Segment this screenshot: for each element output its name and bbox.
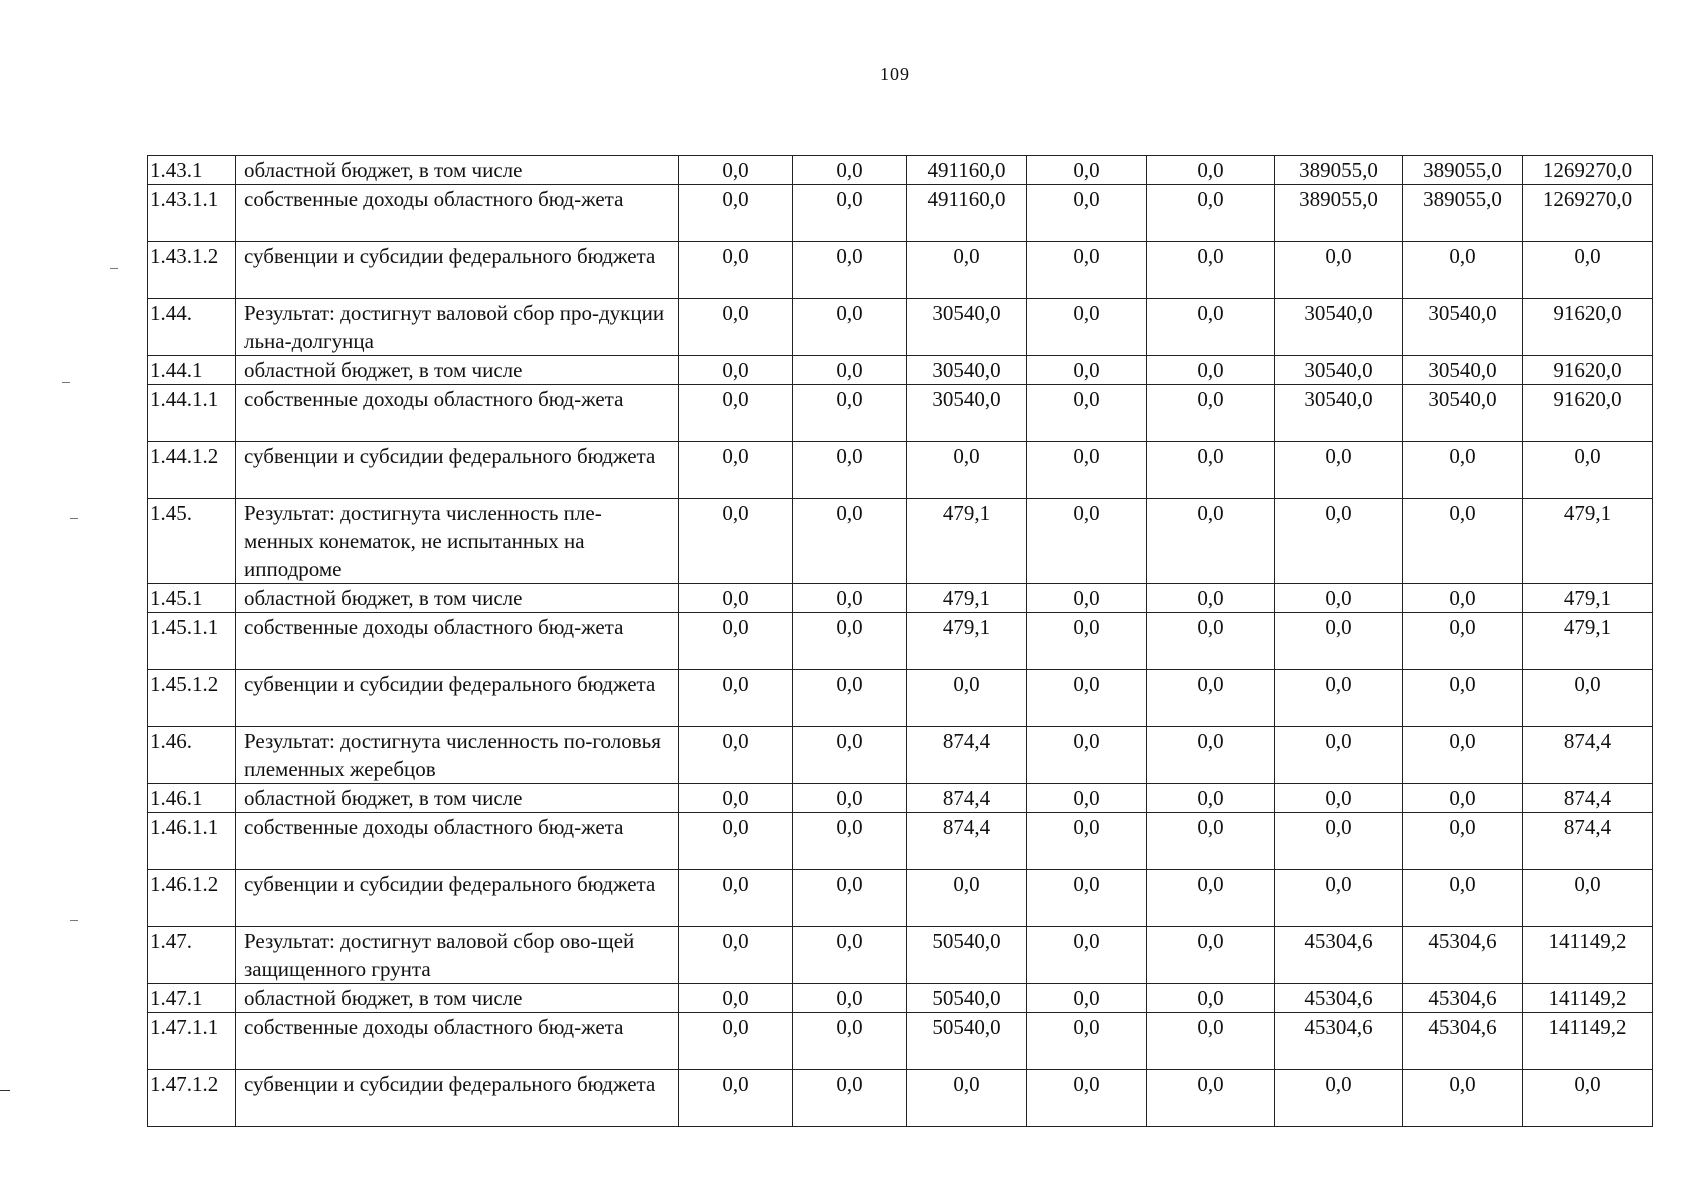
value-cell-1: 0,0 [679, 1013, 793, 1070]
page-number: 109 [880, 64, 910, 84]
value-cell-3: 479,1 [907, 613, 1027, 670]
table-row [148, 299, 1653, 356]
value-cell-3: 0,0 [907, 1070, 1027, 1127]
table-row [148, 813, 1653, 870]
value-cell-3: 874,4 [907, 727, 1027, 784]
table-row [148, 613, 1653, 670]
value-cell-6: 0,0 [1275, 1070, 1403, 1127]
value-cell-5: 0,0 [1147, 927, 1275, 984]
row-code: 1.47.1 [148, 984, 236, 1013]
value-cell-8: 91620,0 [1523, 299, 1653, 356]
value-cell-7: 30540,0 [1403, 385, 1523, 442]
value-cell-8: 0,0 [1523, 242, 1653, 299]
value-cell-8: 1269270,0 [1523, 185, 1653, 242]
value-cell-6: 0,0 [1275, 584, 1403, 613]
value-cell-2: 0,0 [793, 584, 907, 613]
value-cell-6: 0,0 [1275, 613, 1403, 670]
value-cell-4: 0,0 [1027, 984, 1147, 1013]
row-name: субвенции и субсидии федерального бюджета [236, 670, 679, 727]
value-cell-4: 0,0 [1027, 584, 1147, 613]
value-cell-2: 0,0 [793, 784, 907, 813]
value-cell-5: 0,0 [1147, 442, 1275, 499]
value-cell-5: 0,0 [1147, 156, 1275, 185]
value-cell-7: 0,0 [1403, 670, 1523, 727]
value-cell-4: 0,0 [1027, 927, 1147, 984]
row-code: 1.45. [148, 499, 236, 584]
value-cell-1: 0,0 [679, 927, 793, 984]
value-cell-7: 389055,0 [1403, 185, 1523, 242]
value-cell-7: 0,0 [1403, 813, 1523, 870]
value-cell-3: 491160,0 [907, 156, 1027, 185]
value-cell-1: 0,0 [679, 784, 793, 813]
value-cell-1: 0,0 [679, 385, 793, 442]
value-cell-4: 0,0 [1027, 385, 1147, 442]
row-code: 1.47.1.2 [148, 1070, 236, 1127]
row-code: 1.44. [148, 299, 236, 356]
value-cell-7: 0,0 [1403, 499, 1523, 584]
row-code: 1.45.1.2 [148, 670, 236, 727]
row-name: собственные доходы областного бюд-жета [236, 813, 679, 870]
value-cell-4: 0,0 [1027, 1013, 1147, 1070]
value-cell-7: 45304,6 [1403, 1013, 1523, 1070]
value-cell-5: 0,0 [1147, 984, 1275, 1013]
value-cell-2: 0,0 [793, 1070, 907, 1127]
value-cell-8: 0,0 [1523, 1070, 1653, 1127]
value-cell-5: 0,0 [1147, 813, 1275, 870]
row-code: 1.44.1.2 [148, 442, 236, 499]
value-cell-5: 0,0 [1147, 1070, 1275, 1127]
value-cell-3: 0,0 [907, 242, 1027, 299]
value-cell-6: 0,0 [1275, 670, 1403, 727]
value-cell-8: 479,1 [1523, 584, 1653, 613]
row-code: 1.46. [148, 727, 236, 784]
value-cell-1: 0,0 [679, 442, 793, 499]
value-cell-8: 874,4 [1523, 813, 1653, 870]
value-cell-5: 0,0 [1147, 670, 1275, 727]
row-code: 1.47. [148, 927, 236, 984]
value-cell-3: 30540,0 [907, 356, 1027, 385]
row-name: субвенции и субсидии федерального бюджета [236, 442, 679, 499]
value-cell-8: 0,0 [1523, 870, 1653, 927]
value-cell-3: 0,0 [907, 442, 1027, 499]
value-cell-8: 874,4 [1523, 727, 1653, 784]
value-cell-2: 0,0 [793, 242, 907, 299]
value-cell-5: 0,0 [1147, 185, 1275, 242]
row-name: собственные доходы областного бюд-жета [236, 385, 679, 442]
value-cell-4: 0,0 [1027, 499, 1147, 584]
value-cell-1: 0,0 [679, 813, 793, 870]
row-code: 1.43.1.1 [148, 185, 236, 242]
row-code: 1.45.1.1 [148, 613, 236, 670]
row-code: 1.44.1 [148, 356, 236, 385]
value-cell-7: 0,0 [1403, 727, 1523, 784]
value-cell-2: 0,0 [793, 727, 907, 784]
value-cell-6: 0,0 [1275, 442, 1403, 499]
row-name: собственные доходы областного бюд-жета [236, 1013, 679, 1070]
row-name: Результат: достигнута численность по-головья племенных жеребцов [236, 727, 679, 784]
value-cell-1: 0,0 [679, 613, 793, 670]
value-cell-3: 50540,0 [907, 927, 1027, 984]
table-row [148, 499, 1653, 584]
value-cell-4: 0,0 [1027, 1070, 1147, 1127]
value-cell-3: 874,4 [907, 784, 1027, 813]
value-cell-3: 479,1 [907, 584, 1027, 613]
table-row [148, 1013, 1653, 1070]
row-name: областной бюджет, в том числе [236, 584, 679, 613]
value-cell-2: 0,0 [793, 385, 907, 442]
value-cell-6: 389055,0 [1275, 185, 1403, 242]
value-cell-5: 0,0 [1147, 613, 1275, 670]
value-cell-4: 0,0 [1027, 670, 1147, 727]
value-cell-2: 0,0 [793, 499, 907, 584]
row-code: 1.43.1 [148, 156, 236, 185]
row-name: собственные доходы областного бюд-жета [236, 185, 679, 242]
row-code: 1.45.1 [148, 584, 236, 613]
value-cell-5: 0,0 [1147, 1013, 1275, 1070]
row-name: субвенции и субсидии федерального бюджета [236, 870, 679, 927]
margin-mark [110, 268, 118, 269]
table-row [148, 156, 1653, 185]
value-cell-5: 0,0 [1147, 356, 1275, 385]
table-row [148, 242, 1653, 299]
value-cell-3: 491160,0 [907, 185, 1027, 242]
table-row [148, 385, 1653, 442]
value-cell-8: 479,1 [1523, 613, 1653, 670]
row-code: 1.47.1.1 [148, 1013, 236, 1070]
value-cell-5: 0,0 [1147, 499, 1275, 584]
value-cell-1: 0,0 [679, 499, 793, 584]
value-cell-2: 0,0 [793, 299, 907, 356]
value-cell-5: 0,0 [1147, 299, 1275, 356]
value-cell-2: 0,0 [793, 984, 907, 1013]
table-row [148, 870, 1653, 927]
value-cell-4: 0,0 [1027, 156, 1147, 185]
row-name: субвенции и субсидии федерального бюджета [236, 1070, 679, 1127]
value-cell-7: 0,0 [1403, 784, 1523, 813]
value-cell-4: 0,0 [1027, 613, 1147, 670]
margin-mark [70, 518, 78, 519]
value-cell-3: 479,1 [907, 499, 1027, 584]
value-cell-6: 0,0 [1275, 242, 1403, 299]
margin-mark [70, 920, 78, 921]
value-cell-7: 0,0 [1403, 442, 1523, 499]
value-cell-2: 0,0 [793, 813, 907, 870]
value-cell-6: 45304,6 [1275, 984, 1403, 1013]
value-cell-4: 0,0 [1027, 442, 1147, 499]
row-code: 1.44.1.1 [148, 385, 236, 442]
margin-mark [62, 382, 70, 383]
value-cell-3: 30540,0 [907, 299, 1027, 356]
value-cell-6: 30540,0 [1275, 356, 1403, 385]
value-cell-1: 0,0 [679, 727, 793, 784]
value-cell-5: 0,0 [1147, 727, 1275, 784]
value-cell-1: 0,0 [679, 242, 793, 299]
value-cell-1: 0,0 [679, 870, 793, 927]
value-cell-1: 0,0 [679, 670, 793, 727]
value-cell-1: 0,0 [679, 185, 793, 242]
value-cell-2: 0,0 [793, 185, 907, 242]
value-cell-2: 0,0 [793, 356, 907, 385]
value-cell-6: 0,0 [1275, 727, 1403, 784]
value-cell-6: 30540,0 [1275, 385, 1403, 442]
value-cell-4: 0,0 [1027, 727, 1147, 784]
value-cell-1: 0,0 [679, 1070, 793, 1127]
value-cell-4: 0,0 [1027, 813, 1147, 870]
value-cell-5: 0,0 [1147, 385, 1275, 442]
table-row [148, 784, 1653, 813]
value-cell-4: 0,0 [1027, 784, 1147, 813]
margin-mark [0, 1090, 10, 1091]
value-cell-3: 50540,0 [907, 1013, 1027, 1070]
table-row [148, 584, 1653, 613]
value-cell-4: 0,0 [1027, 299, 1147, 356]
table-row [148, 927, 1653, 984]
table-row [148, 356, 1653, 385]
value-cell-7: 0,0 [1403, 870, 1523, 927]
value-cell-5: 0,0 [1147, 784, 1275, 813]
value-cell-3: 50540,0 [907, 984, 1027, 1013]
row-code: 1.46.1.1 [148, 813, 236, 870]
value-cell-2: 0,0 [793, 156, 907, 185]
value-cell-6: 0,0 [1275, 813, 1403, 870]
table-row [148, 442, 1653, 499]
table-row [148, 1070, 1653, 1127]
row-name: областной бюджет, в том числе [236, 356, 679, 385]
value-cell-1: 0,0 [679, 156, 793, 185]
value-cell-3: 0,0 [907, 870, 1027, 927]
value-cell-7: 389055,0 [1403, 156, 1523, 185]
row-name: областной бюджет, в том числе [236, 784, 679, 813]
value-cell-2: 0,0 [793, 927, 907, 984]
value-cell-6: 0,0 [1275, 870, 1403, 927]
value-cell-4: 0,0 [1027, 356, 1147, 385]
value-cell-7: 45304,6 [1403, 984, 1523, 1013]
value-cell-7: 30540,0 [1403, 299, 1523, 356]
value-cell-8: 141149,2 [1523, 984, 1653, 1013]
value-cell-3: 30540,0 [907, 385, 1027, 442]
value-cell-2: 0,0 [793, 1013, 907, 1070]
table-row [148, 727, 1653, 784]
value-cell-4: 0,0 [1027, 185, 1147, 242]
row-name: областной бюджет, в том числе [236, 984, 679, 1013]
value-cell-5: 0,0 [1147, 242, 1275, 299]
value-cell-1: 0,0 [679, 584, 793, 613]
row-code: 1.46.1.2 [148, 870, 236, 927]
row-code: 1.43.1.2 [148, 242, 236, 299]
value-cell-5: 0,0 [1147, 584, 1275, 613]
budget-table [147, 155, 1653, 1127]
value-cell-4: 0,0 [1027, 242, 1147, 299]
value-cell-6: 45304,6 [1275, 1013, 1403, 1070]
value-cell-7: 0,0 [1403, 613, 1523, 670]
value-cell-8: 91620,0 [1523, 385, 1653, 442]
value-cell-6: 45304,6 [1275, 927, 1403, 984]
value-cell-6: 0,0 [1275, 784, 1403, 813]
value-cell-6: 389055,0 [1275, 156, 1403, 185]
value-cell-2: 0,0 [793, 613, 907, 670]
value-cell-6: 30540,0 [1275, 299, 1403, 356]
row-name: субвенции и субсидии федерального бюджета [236, 242, 679, 299]
value-cell-3: 0,0 [907, 670, 1027, 727]
row-name: областной бюджет, в том числе [236, 156, 679, 185]
value-cell-8: 141149,2 [1523, 927, 1653, 984]
value-cell-8: 141149,2 [1523, 1013, 1653, 1070]
table-row [148, 670, 1653, 727]
row-name: собственные доходы областного бюд-жета [236, 613, 679, 670]
value-cell-2: 0,0 [793, 442, 907, 499]
value-cell-7: 45304,6 [1403, 927, 1523, 984]
value-cell-8: 91620,0 [1523, 356, 1653, 385]
value-cell-1: 0,0 [679, 984, 793, 1013]
value-cell-7: 0,0 [1403, 242, 1523, 299]
value-cell-2: 0,0 [793, 670, 907, 727]
value-cell-3: 874,4 [907, 813, 1027, 870]
value-cell-8: 1269270,0 [1523, 156, 1653, 185]
value-cell-5: 0,0 [1147, 870, 1275, 927]
row-name: Результат: достигнута численность пле-менных конематок, не испытанных на ипподроме [236, 499, 679, 584]
table-row [148, 185, 1653, 242]
value-cell-8: 874,4 [1523, 784, 1653, 813]
value-cell-6: 0,0 [1275, 499, 1403, 584]
value-cell-1: 0,0 [679, 356, 793, 385]
value-cell-8: 0,0 [1523, 442, 1653, 499]
row-name: Результат: достигнут валовой сбор про-дукции льна-долгунца [236, 299, 679, 356]
value-cell-2: 0,0 [793, 870, 907, 927]
value-cell-8: 479,1 [1523, 499, 1653, 584]
value-cell-8: 0,0 [1523, 670, 1653, 727]
row-name: Результат: достигнут валовой сбор ово-щей защищенного грунта [236, 927, 679, 984]
value-cell-7: 0,0 [1403, 584, 1523, 613]
table-row [148, 984, 1653, 1013]
value-cell-1: 0,0 [679, 299, 793, 356]
value-cell-7: 30540,0 [1403, 356, 1523, 385]
row-code: 1.46.1 [148, 784, 236, 813]
value-cell-7: 0,0 [1403, 1070, 1523, 1127]
value-cell-4: 0,0 [1027, 870, 1147, 927]
